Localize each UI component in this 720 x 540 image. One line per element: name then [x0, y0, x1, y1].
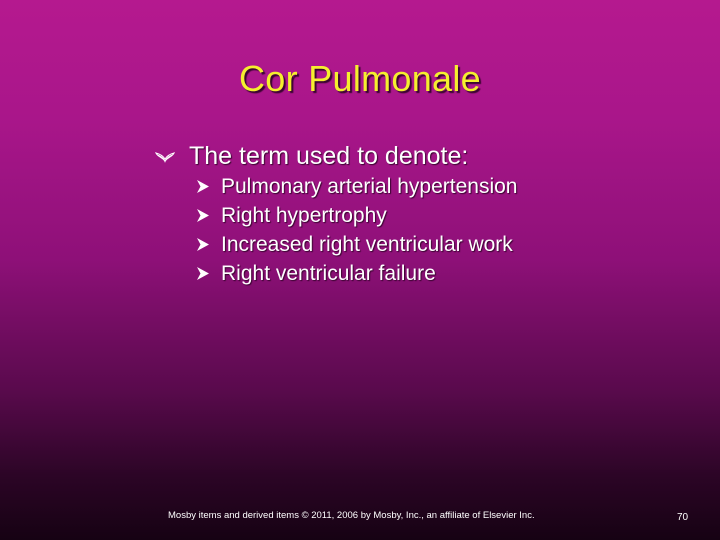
sub-bullet-text: Pulmonary arterial hypertension	[221, 175, 518, 198]
slide-title: Cor Pulmonale	[238, 58, 481, 99]
copyright-footer: Mosby items and derived items © 2011, 2006 by Mosby, Inc., an affiliate of Elsevier Inc.	[168, 510, 535, 521]
arrow-icon	[196, 237, 210, 252]
sub-bullet-text: Increased right ventricular work	[221, 233, 513, 256]
wing-icon	[155, 148, 175, 164]
arrow-icon	[196, 266, 210, 281]
arrow-icon	[196, 208, 210, 223]
sub-bullet-text: Right ventricular failure	[221, 262, 436, 285]
main-bullet-text: The term used to denote:	[189, 142, 469, 170]
page-number: 70	[677, 512, 689, 523]
arrow-icon	[196, 179, 210, 194]
sub-bullet-text: Right hypertrophy	[221, 204, 387, 227]
